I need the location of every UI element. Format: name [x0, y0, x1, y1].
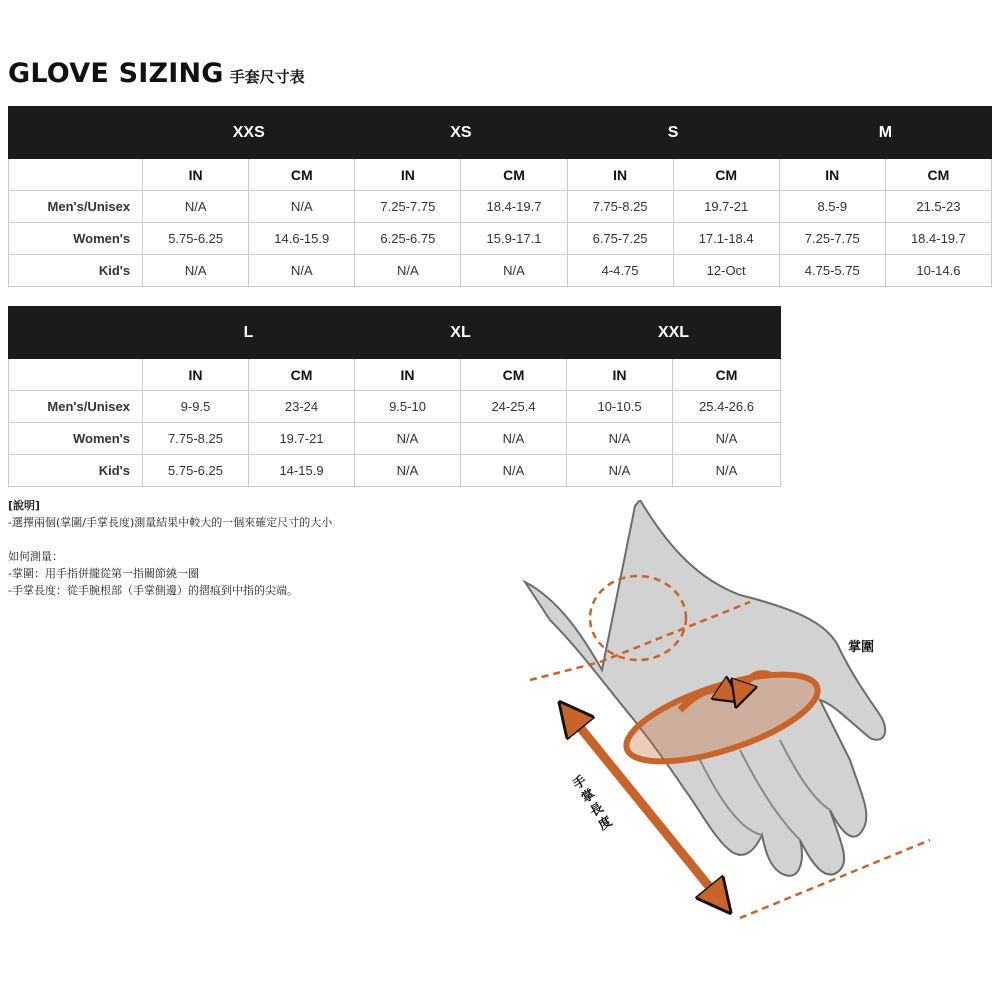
unit-cell: CM: [461, 359, 567, 391]
unit-corner: [9, 159, 143, 191]
notes-line: -手掌長度：從手腕根部（手掌側邊）的摺痕到中指的尖端。: [8, 584, 298, 597]
table-cell: 8.5-9: [779, 191, 885, 223]
table-cell: N/A: [355, 255, 461, 287]
notes-line: -掌圍：用手指併攏從第一指關節繞一圈: [8, 567, 199, 580]
measurement-notes: [8, 497, 332, 599]
table-cell: 14.6-15.9: [249, 223, 355, 255]
unit-row: [9, 159, 992, 191]
table-cell: 7.75-8.25: [567, 191, 673, 223]
page-title: [8, 58, 305, 89]
size-table-2: [8, 306, 781, 487]
table-cell: 19.7-21: [249, 423, 355, 455]
unit-cell: IN: [143, 359, 249, 391]
size-header-row: [9, 107, 992, 159]
table-cell: N/A: [461, 255, 567, 287]
unit-cell: IN: [567, 359, 673, 391]
table-cell: 4.75-5.75: [779, 255, 885, 287]
table-cell: N/A: [249, 255, 355, 287]
table-cell: 12-Oct: [673, 255, 779, 287]
unit-cell: IN: [355, 359, 461, 391]
table-cell: N/A: [355, 455, 461, 487]
table-cell: 4-4.75: [567, 255, 673, 287]
table-cell: N/A: [461, 455, 567, 487]
table-cell: N/A: [461, 423, 567, 455]
size-header: XS: [355, 107, 567, 159]
size-header: XL: [355, 307, 567, 359]
row-label: Kid's: [9, 455, 143, 487]
table-cell: N/A: [673, 423, 781, 455]
unit-cell: CM: [461, 159, 567, 191]
unit-cell: CM: [673, 159, 779, 191]
notes-title: [說明]: [8, 499, 41, 512]
notes-how-title: 如何測量：: [8, 550, 63, 563]
unit-cell: CM: [885, 159, 991, 191]
table-cell: 23-24: [249, 391, 355, 423]
table-cell: 6.25-6.75: [355, 223, 461, 255]
unit-cell: CM: [249, 159, 355, 191]
unit-corner: [9, 359, 143, 391]
unit-cell: IN: [567, 159, 673, 191]
table-cell: 9.5-10: [355, 391, 461, 423]
table-cell: 10-10.5: [567, 391, 673, 423]
table-cell: N/A: [567, 455, 673, 487]
table-cell: 17.1-18.4: [673, 223, 779, 255]
table-row: [9, 255, 992, 287]
table-cell: 7.25-7.75: [355, 191, 461, 223]
table-cell: 19.7-21: [673, 191, 779, 223]
size-header: M: [779, 107, 991, 159]
table-row: [9, 191, 992, 223]
unit-cell: CM: [249, 359, 355, 391]
table-cell: 18.4-19.7: [885, 223, 991, 255]
table-cell: 7.75-8.25: [143, 423, 249, 455]
circumference-label: 掌圍: [848, 640, 875, 655]
table-row: [9, 223, 992, 255]
table-cell: 10-14.6: [885, 255, 991, 287]
title-chinese: 手套尺寸表: [229, 68, 305, 86]
unit-cell: IN: [143, 159, 249, 191]
unit-cell: CM: [673, 359, 781, 391]
size-header: L: [143, 307, 355, 359]
row-label: Men's/Unisex: [9, 191, 143, 223]
table-cell: N/A: [249, 191, 355, 223]
title-english: GLOVE SIZING: [8, 58, 224, 89]
hand-measurement-diagram: [500, 500, 980, 960]
table-cell: N/A: [673, 455, 781, 487]
table-cell: 24-25.4: [461, 391, 567, 423]
size-table-1: [8, 106, 992, 287]
table-cell: 15.9-17.1: [461, 223, 567, 255]
notes-line: -選擇兩個(掌圍/手掌長度)測量結果中較大的一個來確定尺寸的大小: [8, 516, 333, 529]
header-corner: [9, 107, 143, 159]
table-cell: 9-9.5: [143, 391, 249, 423]
header-corner: [9, 307, 143, 359]
size-header: XXS: [143, 107, 355, 159]
table-cell: 18.4-19.7: [461, 191, 567, 223]
row-label: Men's/Unisex: [9, 391, 143, 423]
table-cell: 6.75-7.25: [567, 223, 673, 255]
guide-line: [530, 662, 600, 680]
size-header: XXL: [567, 307, 781, 359]
table-cell: 5.75-6.25: [143, 455, 249, 487]
table-cell: N/A: [567, 423, 673, 455]
unit-cell: IN: [779, 159, 885, 191]
table-cell: 7.25-7.75: [779, 223, 885, 255]
table-row: [9, 391, 781, 423]
size-header: S: [567, 107, 779, 159]
table-cell: N/A: [143, 191, 249, 223]
unit-row: [9, 359, 781, 391]
table-cell: 21.5-23: [885, 191, 991, 223]
table-cell: N/A: [355, 423, 461, 455]
table-cell: 5.75-6.25: [143, 223, 249, 255]
table-cell: 25.4-26.6: [673, 391, 781, 423]
table-cell: 14-15.9: [249, 455, 355, 487]
table-row: [9, 423, 781, 455]
row-label: Women's: [9, 423, 143, 455]
row-label: Women's: [9, 223, 143, 255]
palm-length-label: 手掌長度: [570, 773, 615, 834]
size-header-row: [9, 307, 781, 359]
table-cell: N/A: [143, 255, 249, 287]
row-label: Kid's: [9, 255, 143, 287]
table-row: [9, 455, 781, 487]
unit-cell: IN: [355, 159, 461, 191]
